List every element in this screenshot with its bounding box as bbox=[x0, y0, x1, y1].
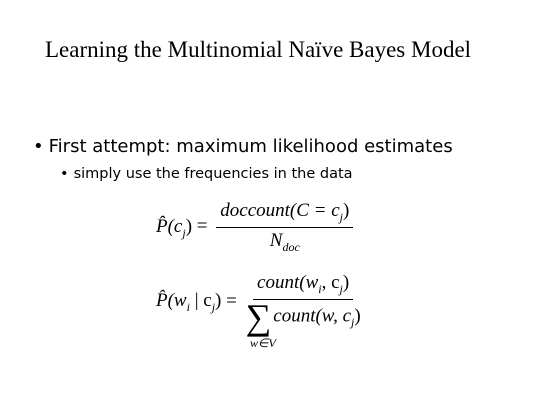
formula-denominator: ∑ count(w, $c_j$) bbox=[245, 296, 361, 337]
formula-denominator: $N_{doc}$ bbox=[269, 229, 300, 254]
sum-index: w∈V bbox=[250, 336, 276, 350]
formula-equals: = bbox=[196, 215, 208, 237]
formula-class-prior bbox=[156, 200, 353, 255]
formula-equals: = bbox=[226, 290, 237, 312]
sum-symbol: ∑ bbox=[245, 296, 272, 337]
formula-lhs: $P̂(c_j)$ bbox=[156, 215, 193, 240]
formula-fraction bbox=[245, 272, 361, 337]
bullet-main bbox=[33, 136, 453, 158]
formula-lhs: $P̂(w_i$ | $c_j$) bbox=[156, 290, 222, 315]
formula-word-likelihood bbox=[156, 272, 361, 337]
formula-fraction bbox=[216, 200, 353, 255]
formula-numerator: doccount(C = $c_j$) bbox=[216, 200, 353, 228]
bullet-main-text: First attempt: maximum likelihood estimates bbox=[48, 136, 453, 157]
slide-title: Learning the Multinomial Naïve Bayes Model bbox=[45, 37, 472, 62]
bullet-dot-icon: • bbox=[60, 166, 69, 182]
formula-numerator: $count(w_i$, $c_j$) bbox=[253, 272, 353, 300]
bullet-sub-text: simply use the frequencies in the data bbox=[73, 166, 353, 182]
bullet-sub bbox=[60, 165, 353, 183]
bullet-dot-icon: • bbox=[33, 136, 44, 157]
